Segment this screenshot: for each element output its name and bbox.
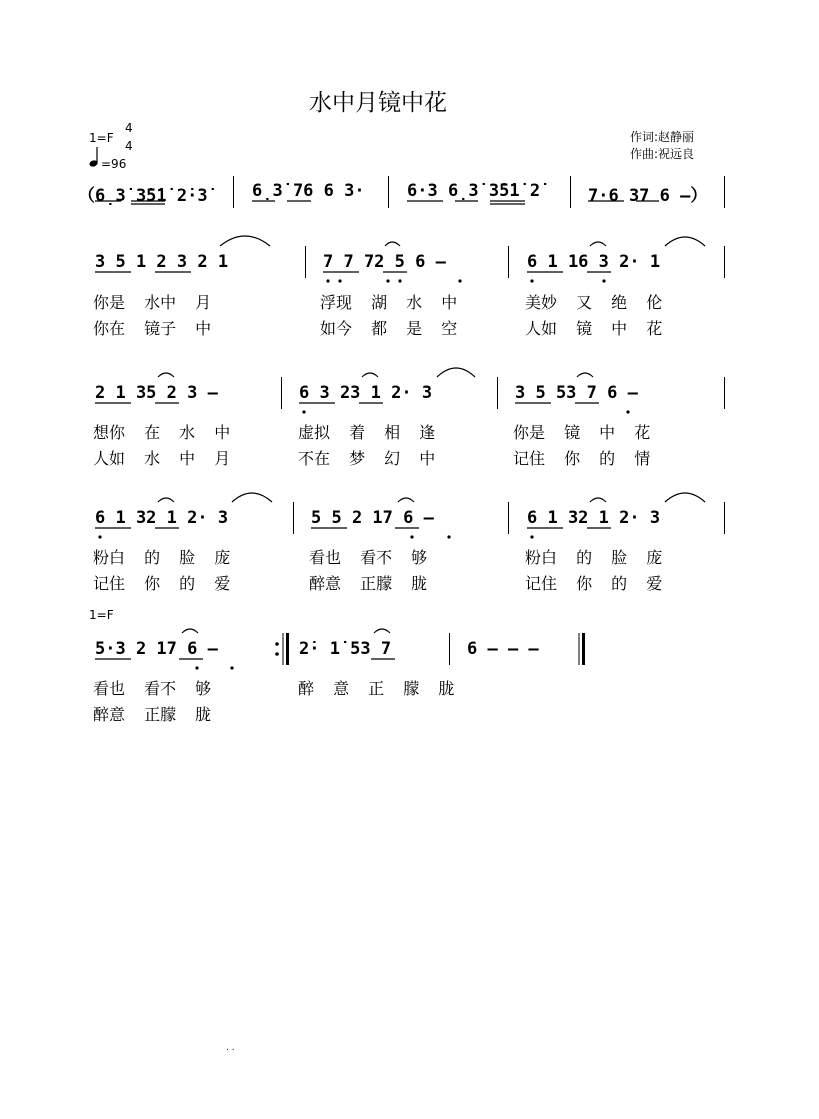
lyric-line: 人如 水 中 月	[93, 449, 231, 468]
measure: （6̣3̇ 3̇5̇1̇ 2̇·3̇	[78, 186, 208, 206]
lyric-line: 记住 你 的 爱	[93, 574, 231, 593]
measure: 6·3 6̣3̇ 3̇5̇1̇ 2̇	[407, 181, 541, 201]
measure: 7 7 72 5 6 —	[323, 252, 446, 272]
lyric-line: 醉 意 正 朦 胧	[298, 679, 455, 698]
measure: 6 1 32 1 2· 3	[95, 508, 229, 528]
lyric-line: 记住 你 的 情	[513, 449, 651, 468]
measure: 7·6 37 6 —）	[588, 186, 708, 206]
composer-credit: 作曲:祝远良	[630, 147, 695, 161]
measure: 6 1 16 3 2· 1	[527, 252, 661, 272]
lyric-line: 粉白 的 脸 庞	[525, 548, 663, 567]
key-change-marking: 1=F	[89, 608, 114, 622]
lyric-line: 醉意 正朦 胧	[93, 705, 212, 724]
lyric-line: 看也 看不 够	[93, 679, 212, 698]
lyric-line: 你是 镜 中 花	[513, 423, 651, 442]
lyric-line: 如今 都 是 空	[320, 319, 458, 338]
measure: 6 — — —	[467, 639, 539, 659]
measure: 6 3 23 1 2· 3	[299, 383, 433, 403]
measure: 5 5 2 17 6 —	[311, 508, 434, 528]
lyric-line: 记住 你 的 爱	[525, 574, 663, 593]
lyric-line: 浮现 湖 水 中	[320, 293, 458, 312]
key-signature: 1=F	[89, 131, 114, 145]
measure: 3 5 53 7 6 —	[515, 383, 638, 403]
tempo-marking: =96	[101, 157, 127, 171]
lyric-line: 美妙 又 绝 伦	[525, 293, 663, 312]
measure: 2̇· 1̇ 53 7	[299, 639, 392, 659]
lyric-line: 虚拟 着 相 逢	[298, 423, 436, 442]
lyric-line: 你是 水中 月	[93, 293, 212, 312]
lyric-line: 醉意 正朦 胧	[309, 574, 428, 593]
footer-marks: . .	[226, 1043, 235, 1053]
time-signature-top: 4	[125, 121, 133, 135]
lyric-line: 看也 看不 够	[309, 548, 428, 567]
measure: 6̣3̇ 76 6 3·	[252, 181, 365, 201]
song-title: 水中月镜中花	[309, 90, 447, 116]
time-signature-bottom: 4	[125, 139, 133, 153]
lyric-line: 不在 梦 幻 中	[298, 449, 436, 468]
measure: 2 1 35 2 3 —	[95, 383, 218, 403]
lyricist-credit: 作词:赵静丽	[630, 130, 695, 144]
lyric-line: 想你 在 水 中	[93, 423, 231, 442]
lyric-line: 粉白 的 脸 庞	[93, 548, 231, 567]
measure: 6 1 32 1 2· 3	[527, 508, 661, 528]
lyric-line: 你在 镜子 中	[93, 319, 212, 338]
lyric-line: 人如 镜 中 花	[525, 319, 663, 338]
measure: 3 5 1 2 3 2 1	[95, 252, 229, 272]
measure: 5·3 2 17 6 —	[95, 639, 218, 659]
